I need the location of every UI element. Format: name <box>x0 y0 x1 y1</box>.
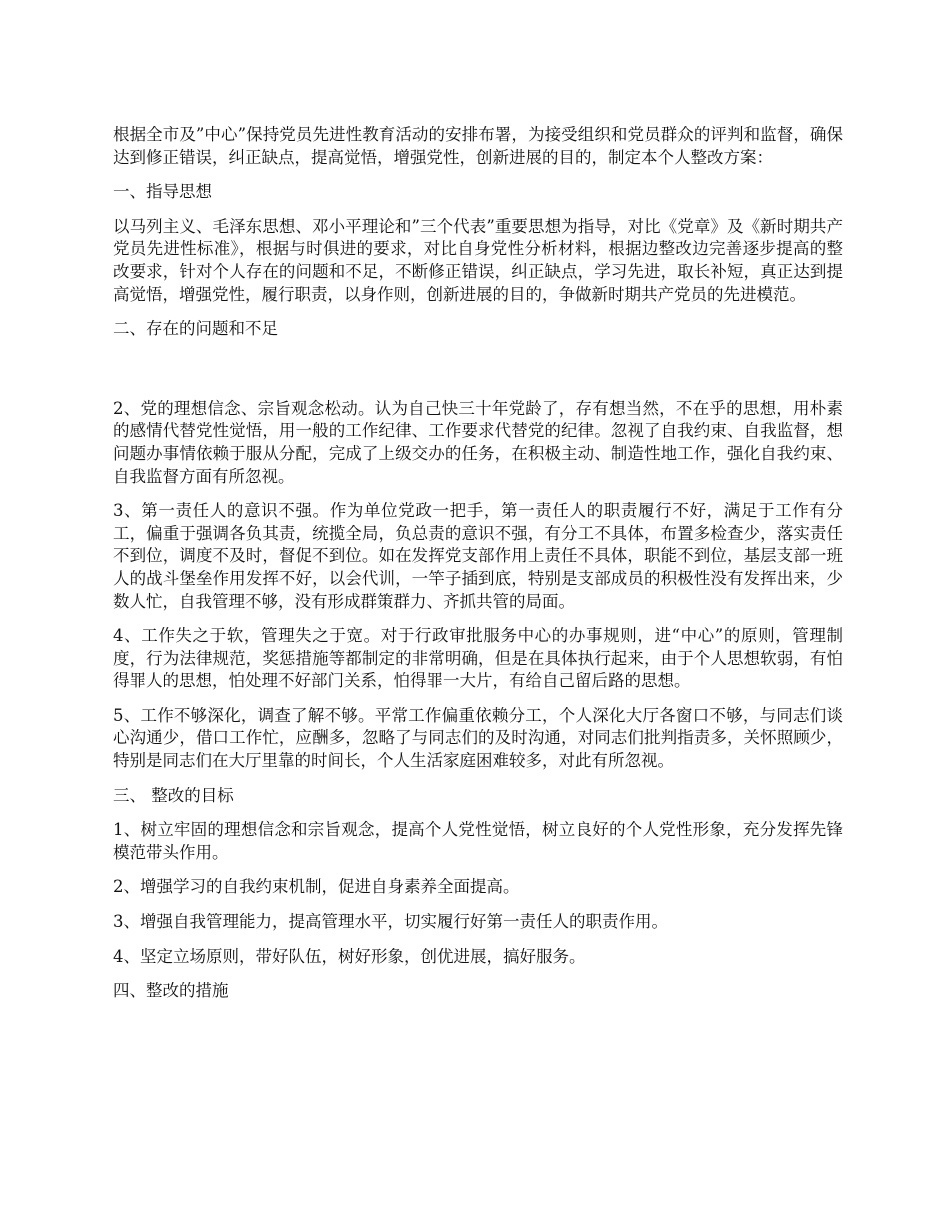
problem-item: 4、工作失之于软，管理失之于宽。对于行政审批服务中心的办事规则，进“中心”的原则，管理制度，行为法律规范，奖惩措施等都制定的非常明确，但是在具体执行起来，由于个人思想软弱，有怕得罪人的思想，怕处理不好部门关系，怕得罪一大片，有给自己留后路的思想。 <box>113 626 843 691</box>
goal-item: 1、树立牢固的理想信念和宗旨观念，提高个人党性觉悟，树立良好的个人党性形象，充分发挥先锋模范带头作用。 <box>113 820 843 862</box>
section-heading-measures: 四、整改的措施 <box>113 981 229 1001</box>
section-heading-problems: 二、存在的问题和不足 <box>113 319 278 339</box>
goal-item: 4、坚定立场原则，带好队伍，树好形象，创优进展，搞好服务。 <box>113 946 586 966</box>
problem-item: 3、第一责任人的意识不强。作为单位党政一把手，第一责任人的职责履行不好，满足于工作有分工，偏重于强调各负其责，统揽全局，负总责的意识不强，有分工不具体，布置多检查少，落实责任不到位，调度不及时，督促不到位。如在发挥党支部作用上责任不具体，职能不到位，基层支部一班人的战斗堡垒作用发挥不好，以会代训，一竿子插到底，特别是支部成员的积极性没有发挥出来，少数人忙，自我管理不够，没有形成群策群力、齐抓共管的局面。 <box>113 501 843 611</box>
section-heading-guiding-thought: 一、指导思想 <box>113 182 212 202</box>
document-page <box>113 124 843 1015</box>
section-heading-goals: 三、 整改的目标 <box>113 785 234 805</box>
intro-paragraph: 根据全市及”中心”保持党员先进性教育活动的安排布署，为接受组织和党员群众的评判和监督，确保达到修正错误，纠正缺点，提高觉悟，增强党性，创新进展的目的，制定本个人整改方案： <box>113 125 843 167</box>
blank-space <box>113 353 843 398</box>
guiding-thought-paragraph: 以马列主义、毛泽东思想、邓小平理论和”三个代表”重要思想为指导，对比《党章》及《新时期共产党员先进性标准》，根据与时俱进的要求，对比自身党性分析材料，根据边整改边完善逐步提高的整改要求，针对个人存在的问题和不足，不断修正错误，纠正缺点，学习先进，取长补短，真正达到提高觉悟，增强党性，履行职责，以身作则，创新进展的目的，争做新时期共产党员的先进模范。 <box>113 216 843 304</box>
problem-item: 2、党的理想信念、宗旨观念松动。认为自己快三十年党龄了，存有想当然，不在乎的思想，用朴素的感情代替党性觉悟，用一般的工作纪律、工作要求代替党的纪律。忽视了自我约束、自我监督，想问题办事情依赖于服从分配，完成了上级交办的任务，在积极主动、制造性地工作，强化自我约束、自我监督方面有所忽视。 <box>113 398 843 486</box>
goal-item: 3、增强自我管理能力，提高管理水平，切实履行好第一责任人的职责作用。 <box>113 912 668 932</box>
problem-item: 5、工作不够深化，调查了解不够。平常工作偏重依赖分工，个人深化大厅各窗口不够，与同志们谈心沟通少，借口工作忙，应酬多，忽略了与同志们的及时沟通，对同志们批判指责多，关怀照顾少，特别是同志们在大厅里靠的时间长，个人生活家庭困难较多，对此有所忽视。 <box>113 705 843 771</box>
goal-item: 2、增强学习的自我约束机制，促进自身素养全面提高。 <box>113 877 520 897</box>
